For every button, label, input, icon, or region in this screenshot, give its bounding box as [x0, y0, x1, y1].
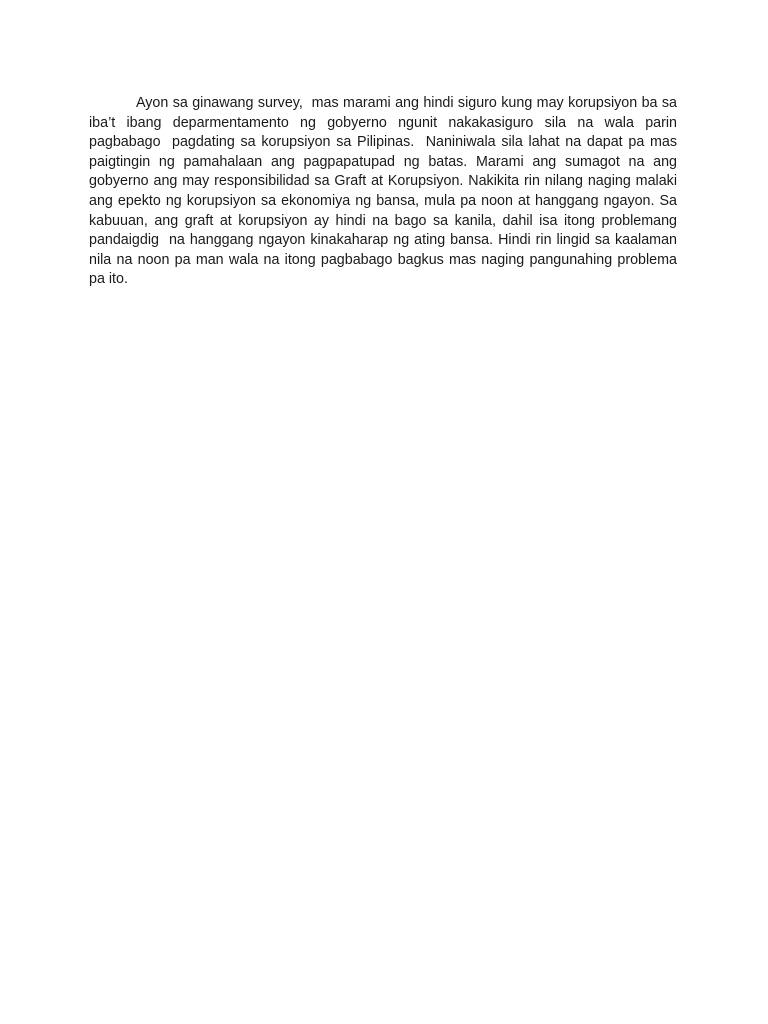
body-paragraph: Ayon sa ginawang survey, mas marami ang hindi siguro kung may korupsiyon ba sa iba’t ibang deparmentamento ng gobyerno ngunit nakakasiguro sila na wala parin pagbabago pagdating sa korupsiyon sa Pilipinas. Naniniwala sila lahat na dapat pa mas paigtingin ng pamahalaan ang pagpapatupad ng batas. Marami ang sumagot na ang gobyerno ang may responsibilidad sa Graft at Korupsiyon. Nakikita rin nilang naging malaki ang epekto ng korupsiyon sa ekonomiya ng bansa, mula pa noon at hanggang ngayon. Sa kabuuan, ang graft at korupsiyon ay hindi na bago sa kanila, dahil isa itong problemang pandaigdig na hanggang ngayon kinakaharap ng ating bansa. Hindi rin lingid sa kaalaman nila na noon pa man wala na itong pagbabago bagkus mas naging pangunahing problema pa ito.: [89, 95, 681, 288]
